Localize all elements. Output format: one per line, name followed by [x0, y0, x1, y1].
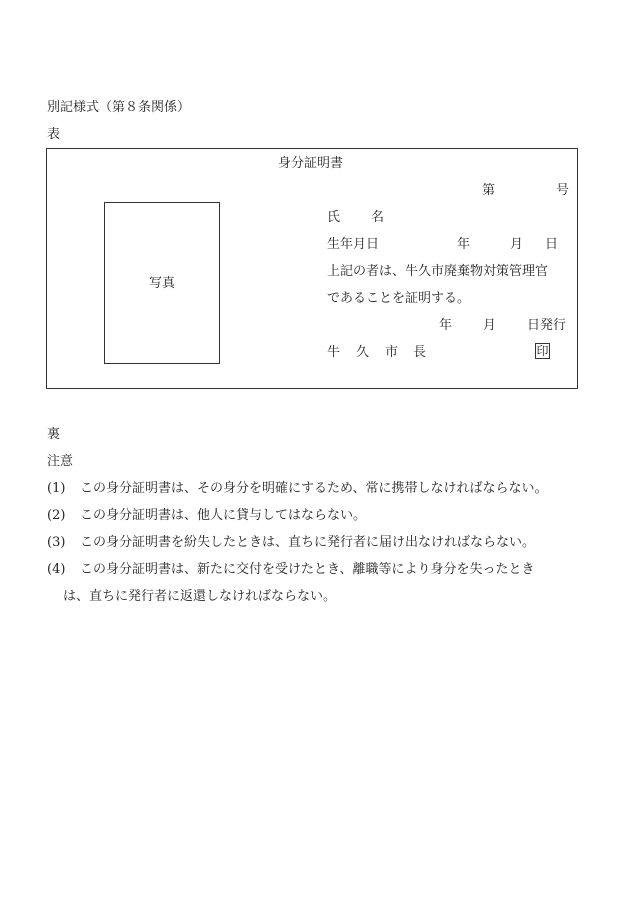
issue-month: 月 — [483, 318, 497, 333]
front-label: 表 — [47, 127, 61, 142]
note-number: (3) — [47, 535, 66, 550]
note-text: この身分証明書を紛失したときは、直ちに発行者に届け出なければならない。 — [80, 535, 536, 550]
back-label: 裏 — [47, 427, 61, 442]
note-text: この身分証明書は、その身分を明確にするため、常に携帯しなければならない。 — [80, 481, 548, 496]
issue-year: 年 — [439, 318, 453, 333]
name-label-2: 名 — [371, 210, 385, 225]
mayor-char-1: 牛 — [327, 345, 341, 360]
card-title: 身分証明書 — [278, 156, 344, 171]
form-title: 別記様式（第８条関係） — [47, 100, 191, 115]
notes-title: 注意 — [47, 454, 74, 469]
number-suffix: 号 — [556, 183, 570, 198]
mayor-char-4: 長 — [413, 345, 427, 360]
note-number: (2) — [47, 508, 66, 523]
note-number: (1) — [47, 481, 66, 496]
note-number: (4) — [47, 562, 66, 577]
dob-month: 月 — [510, 237, 524, 252]
dob-day: 日 — [545, 237, 559, 252]
dob-label: 生年月日 — [327, 237, 380, 252]
number-prefix: 第 — [482, 183, 496, 198]
mayor-char-2: 久 — [356, 345, 370, 360]
statement-line-1: 上記の者は、牛久市廃棄物対策管理官 — [327, 264, 549, 279]
photo-label: 写真 — [149, 276, 176, 291]
issue-day: 日発行 — [527, 318, 567, 333]
name-label-1: 氏 — [327, 210, 341, 225]
seal-stamp: 印 — [536, 344, 549, 358]
statement-line-2: であることを証明する。 — [327, 291, 471, 306]
mayor-char-3: 市 — [385, 345, 399, 360]
dob-year: 年 — [457, 237, 471, 252]
note-text: この身分証明書は、新たに交付を受けたとき、離職等により身分を失ったとき — [80, 562, 535, 577]
note-text: この身分証明書は、他人に貸与してはならない。 — [80, 508, 367, 523]
note-text-continuation: は、直ちに発行者に返還しなければならない。 — [63, 589, 337, 604]
